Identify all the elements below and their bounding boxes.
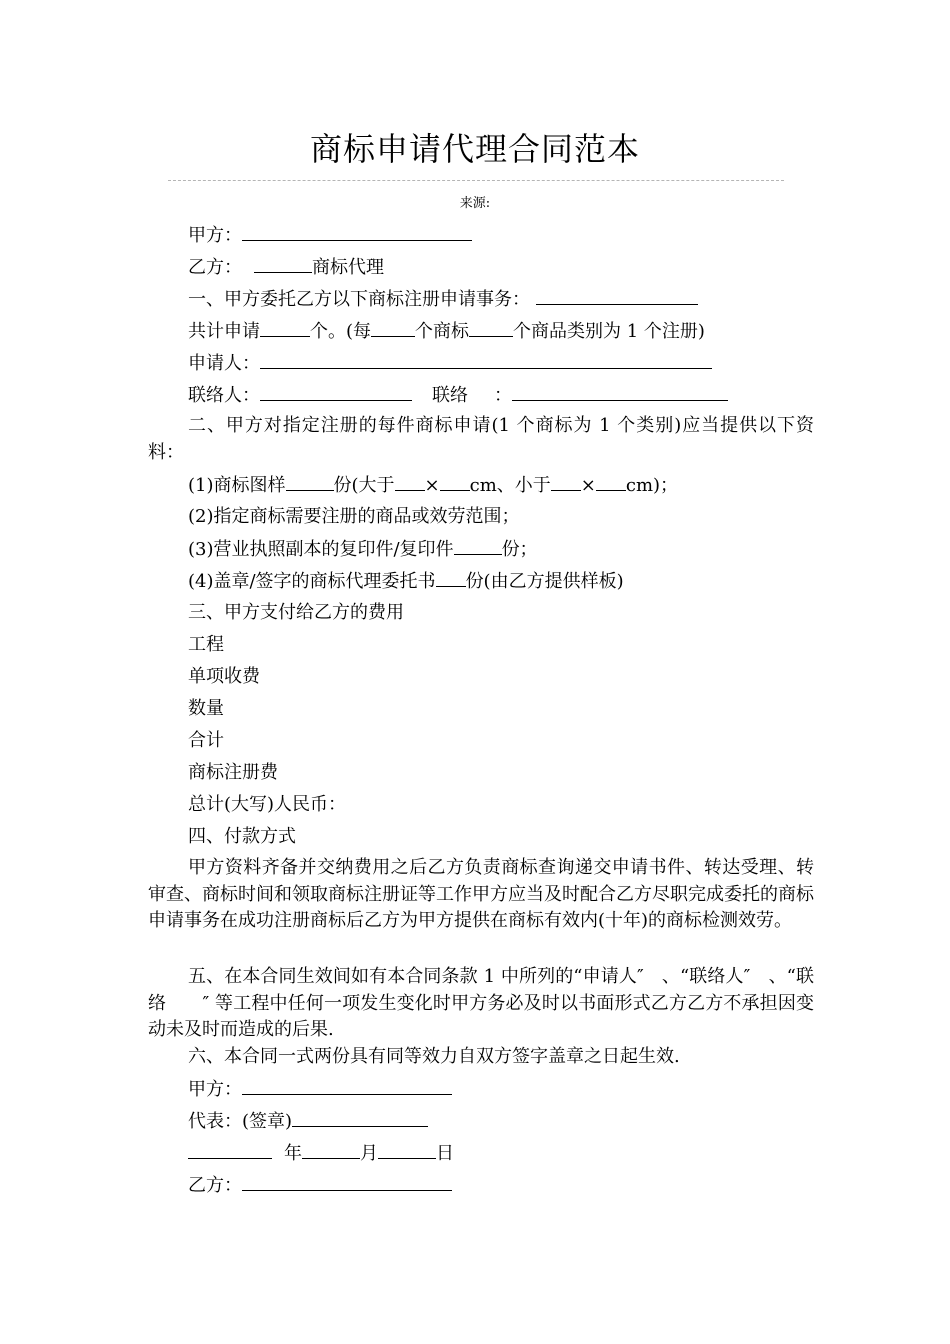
sign-party-b-label: 乙方： <box>188 1175 242 1196</box>
contact-person-blank <box>260 384 412 401</box>
grand-total-line: 总计(大写)人民币： <box>188 794 347 815</box>
year-blank <box>188 1142 272 1159</box>
month-blank <box>302 1142 360 1159</box>
sign-party-b-blank <box>242 1174 452 1191</box>
party-b-blank <box>254 256 312 273</box>
req-3-text-b: 份； <box>501 539 538 560</box>
fee-row-registration: 商标注册费 <box>188 762 278 783</box>
item-5-paragraph: 五、在本合同生效间如有本合同条款 1 中所列的“申请人″ 、“联络人″ 、“联络 ″ 等工程中任何一项发生变化时甲方务必及时以书面形式乙方乙方不承担因变动未及时而造成的后果. <box>148 966 814 1040</box>
fee-col-total: 合计 <box>188 730 224 751</box>
document-title: 商标申请代理合同范本 <box>309 130 640 168</box>
representative-label: 代表：(签章) <box>188 1111 293 1132</box>
day-blank <box>378 1142 436 1159</box>
title-divider <box>168 180 784 181</box>
payment-paragraph: 甲方资料齐备并交纳费用之后乙方负责商标查询递交申请书件、转达受理、转审查、商标时间和领取商标注册证等工作甲方应当及时配合乙方尽职完成委托的商标申请事务在成功注册商标后乙方为甲方提供在商标有效内(十年)的商标检测效劳。 <box>148 857 814 931</box>
item-6-line: 六、本合同一式两份具有同等效力自双方签字盖章之日起生效. <box>188 1046 680 1067</box>
count-text-b: 个。(每 <box>310 321 372 342</box>
item-1-blank <box>536 288 698 305</box>
req-1-blank-5 <box>596 474 626 491</box>
count-line <box>188 320 705 343</box>
date-line <box>188 1142 454 1165</box>
req-3-blank <box>454 538 502 555</box>
contact-info-blank <box>512 384 728 401</box>
applicant-blank <box>260 352 712 369</box>
req-3-text-a: (3)营业执照副本的复印件/复印件 <box>188 539 454 560</box>
item-1-line <box>188 288 698 311</box>
req-1-blank-2 <box>395 474 425 491</box>
month-label: 月 <box>360 1143 378 1164</box>
fee-col-quantity: 数量 <box>188 698 224 719</box>
requirement-4-line <box>188 570 624 593</box>
applicant-label: 申请人： <box>188 353 260 374</box>
sign-party-a-label: 甲方： <box>188 1079 242 1100</box>
party-b-line <box>188 256 384 279</box>
sign-party-a-line <box>188 1078 452 1101</box>
count-blank-1 <box>260 320 310 337</box>
req-1-blank-1 <box>286 474 334 491</box>
party-b-suffix: 商标代理 <box>312 257 384 278</box>
req-1-times-2: × <box>580 475 596 496</box>
req-1-times-1: × <box>424 475 440 496</box>
req-1-text-b: 份(大于 <box>333 475 395 496</box>
contact-colon: ： <box>494 385 512 406</box>
req-4-text-b: 份(由乙方提供样板) <box>465 571 624 592</box>
count-text-c: 个商标 <box>415 321 470 342</box>
year-label: 年 <box>284 1143 302 1164</box>
req-4-blank <box>436 570 466 587</box>
party-a-blank <box>242 224 472 241</box>
count-text-d: 个商品类别为 1 个注册) <box>513 321 705 342</box>
requirement-1-line <box>188 474 678 497</box>
requirement-3-line <box>188 538 538 561</box>
item-3-heading: 三、甲方支付给乙方的费用 <box>188 602 404 623</box>
count-blank-2 <box>371 320 415 337</box>
day-label: 日 <box>436 1143 454 1164</box>
representative-blank <box>292 1110 428 1127</box>
count-blank-3 <box>469 320 513 337</box>
item-2-paragraph: 二、甲方对指定注册的每件商标申请(1 个商标为 1 个类别)应当提供以下资料： <box>148 415 814 463</box>
contact-line <box>188 384 728 407</box>
source-label: 来源: <box>459 196 491 211</box>
party-b-label: 乙方： <box>188 257 242 278</box>
fee-col-unit-fee: 单项收费 <box>188 666 260 687</box>
req-1-blank-4 <box>551 474 581 491</box>
representative-line <box>188 1110 428 1133</box>
fee-col-project: 工程 <box>188 634 224 655</box>
req-1-text-c: cm、小于 <box>469 475 551 496</box>
sign-party-b-line <box>188 1174 452 1197</box>
sign-party-a-blank <box>242 1078 452 1095</box>
party-a-label: 甲方： <box>188 225 242 246</box>
requirement-2-line: (2)指定商标需要注册的商品或效劳范围； <box>188 506 520 527</box>
req-1-text-d: cm)； <box>625 475 679 496</box>
req-4-text-a: (4)盖章/签字的商标代理委托书 <box>188 571 436 592</box>
count-label: 共计申请 <box>188 321 260 342</box>
contact-info-label: 联络 <box>432 385 468 406</box>
req-1-text-a: (1)商标图样 <box>188 475 286 496</box>
item-1-text: 一、甲方委托乙方以下商标注册申请事务： <box>188 289 530 310</box>
contact-person-label: 联络人： <box>188 385 260 406</box>
item-4-heading: 四、付款方式 <box>188 826 296 847</box>
party-a-line <box>188 224 472 247</box>
applicant-line <box>188 352 712 375</box>
req-1-blank-3 <box>440 474 470 491</box>
